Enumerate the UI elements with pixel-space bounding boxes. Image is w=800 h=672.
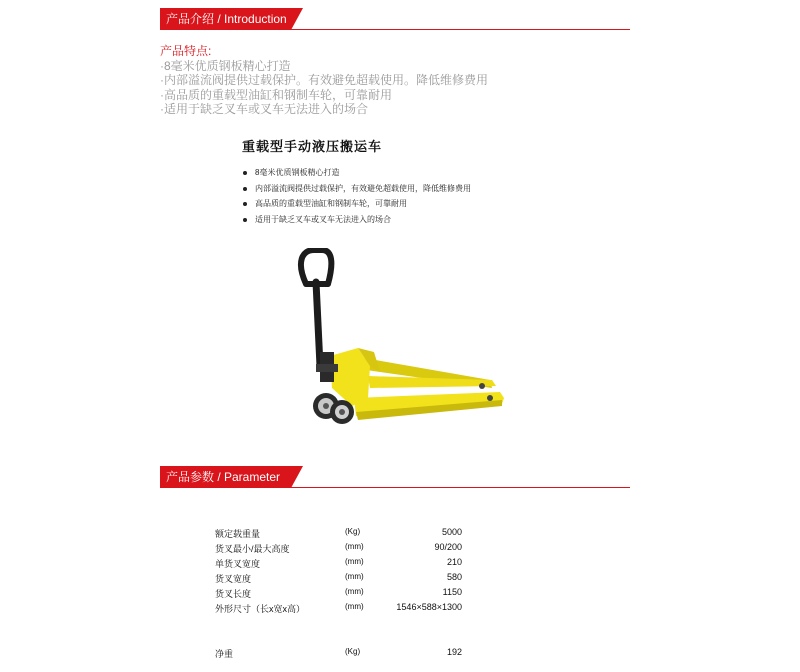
product-bullet: [240, 212, 520, 228]
features-title: 产品特点:: [160, 44, 212, 58]
feature-item: ·适用于缺乏叉车或叉车无法进入的场合: [160, 102, 368, 116]
bullet-text: 适用于缺乏叉车或叉车无法进入的场合: [255, 214, 391, 224]
spec-name: 货叉最小/最大高度: [215, 544, 290, 554]
spec-unit: (mm): [345, 542, 364, 551]
spec-row: [215, 557, 470, 571]
product-bullet-list: [240, 165, 520, 227]
product-bullet: [240, 196, 520, 212]
product-bullet: [240, 181, 520, 197]
spec-name: 外形尺寸（长x宽x高）: [215, 604, 306, 614]
spec-row: [215, 572, 470, 586]
header-divider: [160, 29, 630, 30]
bullet-icon: [243, 218, 247, 222]
spec-value: 1150: [442, 587, 462, 597]
bullet-text: 8毫米优质钢板精心打造: [255, 168, 340, 177]
spec-value: 580: [446, 572, 462, 582]
feature-item: ·8毫米优质钢板精心打造: [160, 58, 291, 73]
spec-row: [215, 602, 470, 616]
spec-row: [215, 647, 470, 661]
spec-name: 货叉宽度: [215, 574, 252, 584]
bullet-text: 内部溢流阀提供过载保护，有效避免超载使用，降低维修费用: [255, 183, 471, 193]
spec-value: 90/200: [434, 542, 462, 552]
feature-item: ·内部溢流阀提供过载保护。有效避免超载使用。降低维修费用: [160, 73, 488, 87]
header-divider: [160, 487, 630, 488]
spec-name: 货叉长度: [215, 589, 252, 599]
spec-value: 5000: [441, 527, 462, 537]
product-features: [160, 44, 488, 117]
hand-pallet-truck-image: [294, 248, 506, 432]
spec-row: [215, 527, 470, 541]
spec-name: 额定载重量: [215, 529, 261, 539]
bullet-icon: [243, 202, 247, 206]
spec-value: 192: [446, 647, 462, 657]
introduction-tab-label: 产品介绍 / Introduction: [160, 8, 291, 30]
spec-value: 210: [446, 557, 462, 567]
spec-name: 净重: [215, 649, 234, 659]
product-bullet: [240, 165, 520, 181]
spec-row: [215, 542, 470, 556]
spec-row: [215, 587, 470, 601]
spec-unit: (mm): [345, 557, 364, 566]
product-card: [240, 136, 520, 227]
spec-value: 1546×588×1300: [396, 602, 462, 612]
tab-corner-shape: [291, 466, 303, 488]
feature-item: ·高品质的重载型油缸和钢制车轮，可靠耐用: [160, 87, 392, 102]
tab-corner-shape: [291, 8, 303, 30]
spec-unit: (mm): [345, 572, 364, 581]
bullet-icon: [243, 187, 247, 191]
bullet-icon: [243, 171, 247, 175]
bullet-text: 高品质的重载型油缸和钢制车轮，可靠耐用: [255, 199, 407, 208]
parameter-section-header: [160, 466, 630, 488]
spec-unit: (mm): [345, 587, 364, 596]
spec-unit: (Kg): [345, 647, 361, 656]
spec-unit: (Kg): [345, 527, 361, 536]
spec-unit: (mm): [345, 602, 364, 611]
product-title: 重载型手动液压搬运车: [242, 140, 383, 155]
introduction-section-header: [160, 8, 630, 30]
parameter-tab-label: 产品参数 / Parameter: [160, 466, 291, 488]
spec-name: 单货叉宽度: [215, 559, 261, 569]
